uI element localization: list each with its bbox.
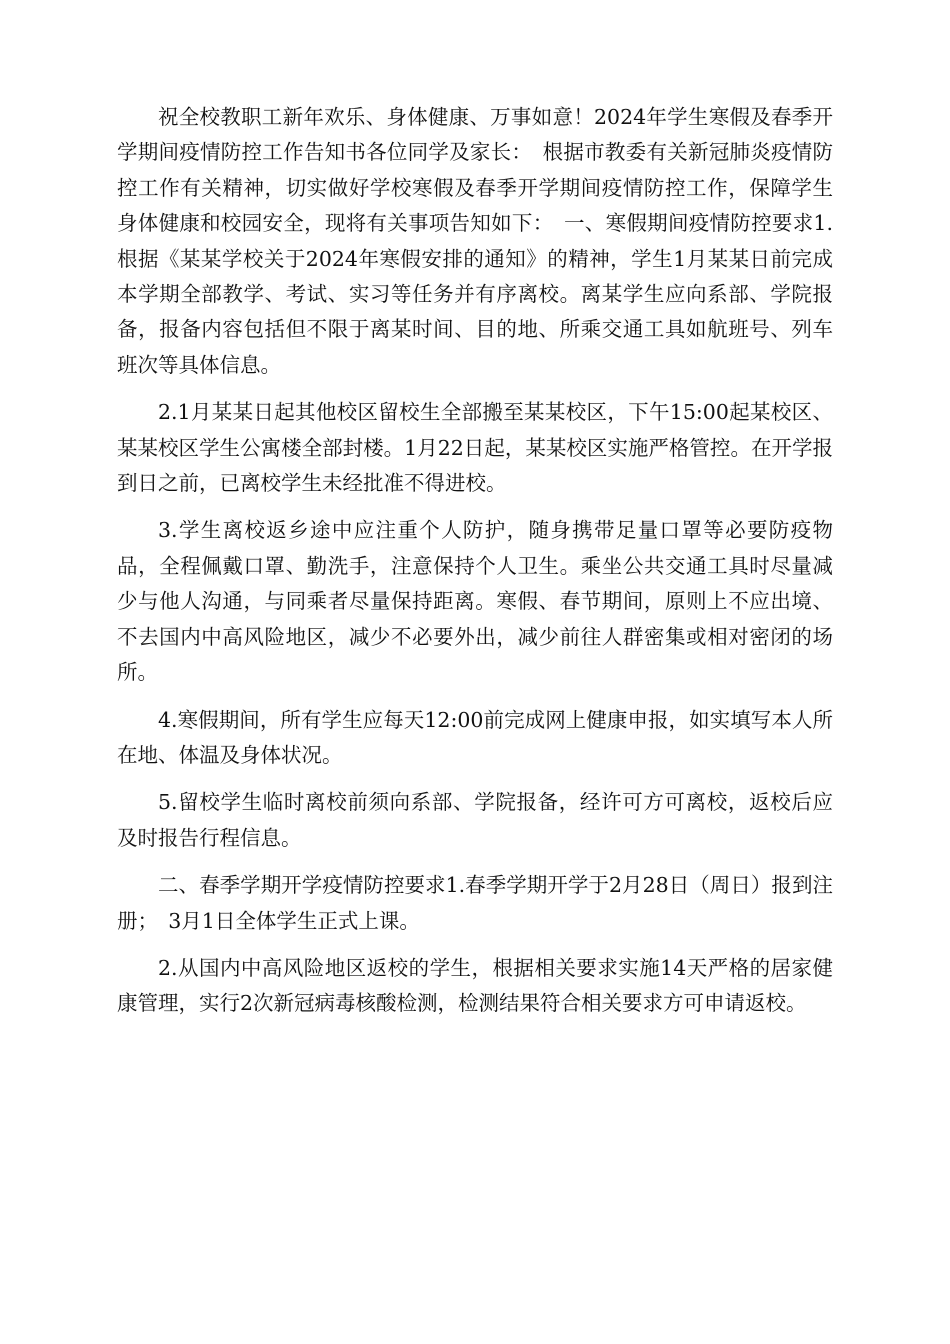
paragraph-item-5: 5.留校学生临时离校前须向系部、学院报备，经许可方可离校，返校后应及时报告行程信息。 <box>117 790 833 850</box>
document-body <box>117 100 833 1022</box>
paragraph-item-2: 2.1月某某日起其他校区留校生全部搬至某某校区，下午15:00起某校区、某某校区学生公寓楼全部封楼。1月22日起，某某校区实施严格管控。在开学报到日之前，已离校学生未经批准不得进校。 <box>117 400 833 496</box>
paragraph-item-3: 3.学生离校返乡途中应注重个人防护，随身携带足量口罩等必要防疫物品，全程佩戴口罩、勤洗手，注意保持个人卫生。乘坐公共交通工具时尽量减少与他人沟通，与同乘者尽量保持距离。寒假、春节期间，原则上不应出境、不去国内中高风险地区，减少不必要外出，减少前往人群密集或相对密闭的场所。 <box>117 518 833 685</box>
paragraph-intro: 祝全校教职工新年欢乐、身体健康、万事如意！2024年学生寒假及春季开学期间疫情防控工作告知书各位同学及家长： 根据市教委有关新冠肺炎疫情防控工作有关精神，切实做好学校寒假及春季开学期间疫情防控工作，保障学生身体健康和校园安全，现将有关事项告知如下： 一、寒假期间疫情防控要求1.根据《某某学校关于2024年寒假安排的通知》的精神，学生1月某某日前完成本学期全部教学、考试、实习等任务并有序离校。离某学生应向系部、学院报备，报备内容包括但不限于离某时间、目的地、所乘交通工具如航班号、列车班次等具体信息。 <box>117 105 833 377</box>
paragraph-section-2-item-2: 2.从国内中高风险地区返校的学生，根据相关要求实施14天严格的居家健康管理，实行2次新冠病毒核酸检测，检测结果符合相关要求方可申请返校。 <box>117 955 833 1016</box>
paragraph-section-2: 二、春季学期开学疫情防控要求1.春季学期开学于2月28日（周日）报到注册； 3月1日全体学生正式上课。 <box>117 873 833 933</box>
paragraph-item-4: 4.寒假期间，所有学生应每天12:00前完成网上健康申报，如实填写本人所在地、体温及身体状况。 <box>117 707 833 767</box>
